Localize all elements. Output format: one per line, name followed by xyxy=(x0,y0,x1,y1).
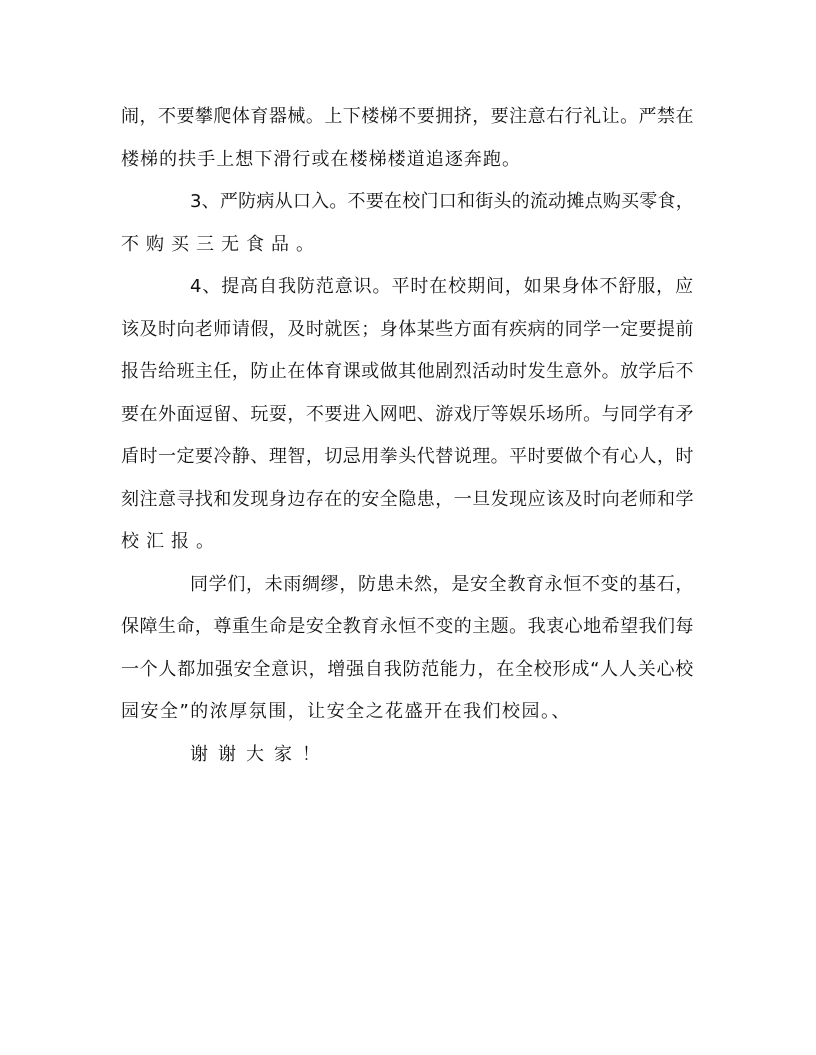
text-line-14: 一个人都加强安全意识，增强自我防范能力，在全校形成“人人关心校 xyxy=(121,659,694,680)
text-line-3: 3、严防病从口入。不要在校门口和街头的流动摊点购买零食， xyxy=(190,191,694,212)
text-line-8: 要在外面逗留、玩耍，不要进入网吧、游戏厅等娱乐场所。与同学有矛 xyxy=(121,404,694,425)
text-line-2: 楼梯的扶手上想下滑行或在楼梯楼道追逐奔跑。 xyxy=(121,149,521,170)
text-line-1: 闹，不要攀爬体育器械。上下楼梯不要拥挤，要注意右行礼让。严禁在 xyxy=(121,106,694,127)
text-line-4: 不购买三无食品。 xyxy=(121,234,321,255)
text-line-13: 保障生命，尊重生命是安全教育永恒不变的主题。我衷心地希望我们每 xyxy=(121,616,694,637)
text-line-7: 报告给班主任，防止在体育课或做其他剧烈活动时发生意外。放学后不 xyxy=(121,361,694,382)
text-line-15: 园安全”的浓厚氛围，让安全之花盛开在我们校园。、 xyxy=(121,701,571,722)
closing-line: 谢谢大家！ xyxy=(190,744,330,765)
text-line-5: 4、提高自我防范意识。平时在校期间，如果身体不舒服，应 xyxy=(190,276,694,297)
text-line-6: 该及时向老师请假，及时就医；身体某些方面有疾病的同学一定要提前 xyxy=(121,319,694,340)
text-line-10: 刻注意寻找和发现身边存在的安全隐患，一旦发现应该及时向老师和学 xyxy=(121,489,694,510)
text-line-9: 盾时一定要冷静、理智，切忌用拳头代替说理。平时要做个有心人，时 xyxy=(121,446,694,467)
text-line-12: 同学们，未雨绸缪，防患未然，是安全教育永恒不变的基石， xyxy=(190,574,694,595)
text-line-11: 校汇报。 xyxy=(121,531,221,552)
